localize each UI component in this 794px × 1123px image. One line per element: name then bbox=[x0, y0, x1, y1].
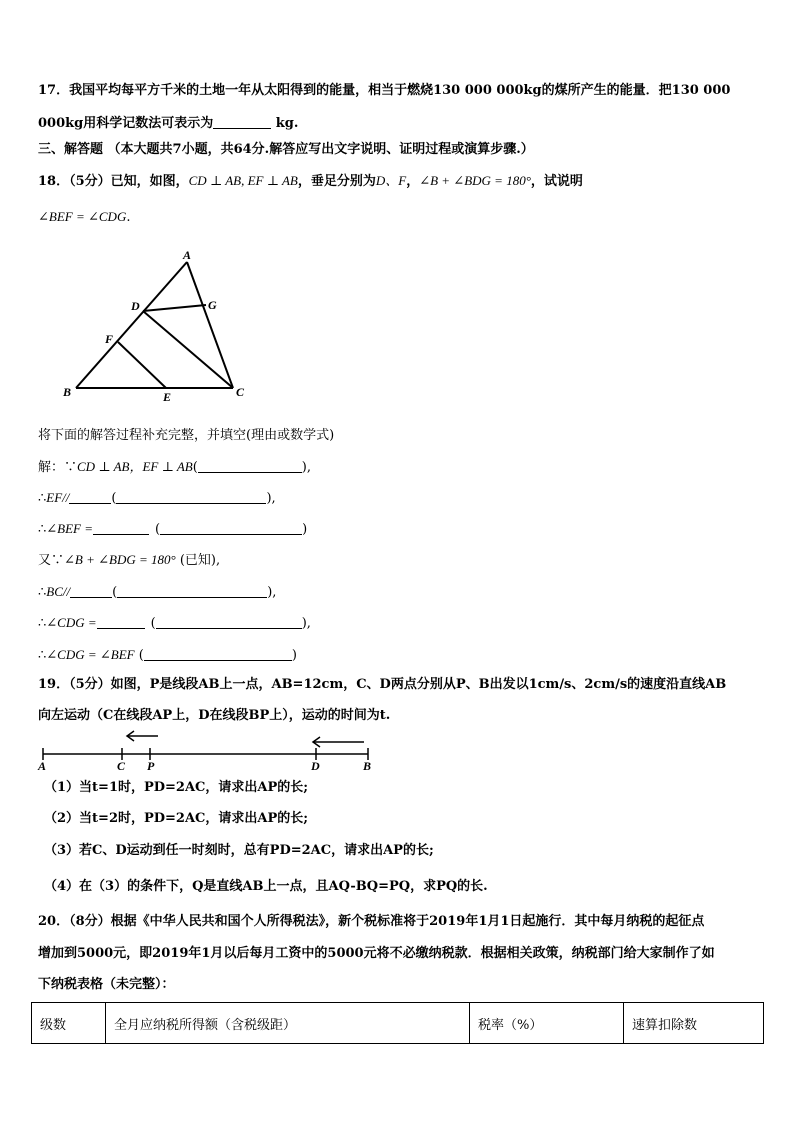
tax-header-rate: 税率（%） bbox=[470, 1003, 624, 1044]
step1-pre: 解：∵ bbox=[38, 460, 78, 475]
q18-step-4 bbox=[38, 551, 220, 570]
fig18-label-E: E bbox=[163, 390, 172, 404]
step3-math: ∠BEF = bbox=[46, 521, 94, 536]
step4-pre: 又∵ bbox=[38, 553, 65, 568]
q18-step-2 bbox=[38, 489, 276, 508]
q17-line2 bbox=[38, 114, 298, 133]
q18-statement bbox=[38, 172, 583, 191]
step7-math: ∠CDG = ∠BEF bbox=[46, 647, 135, 662]
step7-open: ( bbox=[138, 648, 144, 663]
step4-math: ∠B + ∠BDG = 180° bbox=[64, 552, 176, 567]
q18-points: D、F bbox=[375, 173, 407, 188]
q18-sep: ， bbox=[406, 174, 420, 189]
q18-step-3 bbox=[38, 520, 307, 539]
step1-open: ( bbox=[192, 460, 198, 475]
fig18-label-G: G bbox=[208, 298, 217, 312]
step6-reason-blank[interactable] bbox=[156, 614, 302, 629]
step2-reason-blank[interactable] bbox=[116, 489, 266, 504]
step5-reason-blank[interactable] bbox=[117, 583, 267, 598]
step5-open: ( bbox=[112, 585, 118, 600]
section-heading: 三、解答题 （本大题共7小题，共64分.解答应写出文字说明、证明过程或演算步骤.） bbox=[38, 142, 534, 157]
q17-line1: 17．我国平均每平方千米的土地一年从太阳得到的能量，相当于燃烧130 000 000kg的煤所产生的能量．把130 000 bbox=[38, 83, 731, 98]
step3-open: ( bbox=[155, 522, 161, 537]
q19-part-4: （4）在（3）的条件下，Q是直线AB上一点，且AQ-BQ=PQ，求PQ的长. bbox=[44, 879, 488, 894]
q18-step-1 bbox=[38, 458, 311, 477]
q18-mid: ，垂足分别为 bbox=[297, 174, 376, 189]
step2-expr-blank[interactable] bbox=[69, 489, 111, 504]
fig19-label-D: D bbox=[311, 759, 320, 773]
tax-header-deduction: 速算扣除数 bbox=[624, 1003, 764, 1044]
step7-reason-blank[interactable] bbox=[144, 646, 292, 661]
step6-expr-blank[interactable] bbox=[97, 614, 145, 629]
fig19-label-C: C bbox=[117, 759, 126, 773]
fig18-label-D: D bbox=[131, 299, 140, 313]
step6-math: ∠CDG = bbox=[46, 615, 97, 630]
step6-pre: ∴ bbox=[38, 616, 47, 631]
fig18-label-A: A bbox=[183, 248, 192, 262]
q18-instruction: 将下面的解答过程补充完整，并填空(理由或数学式) bbox=[38, 428, 335, 443]
q20-line1: 20．（8分）根据《中华人民共和国个人所得税法》，新个税标准将于2019年1月1日起施行．其中每月纳税的起征点 bbox=[38, 914, 705, 929]
step5-pre: ∴ bbox=[38, 585, 47, 600]
step2-math: EF// bbox=[46, 490, 70, 505]
q18-step-7 bbox=[38, 646, 297, 665]
q18-cond1: CD ⊥ AB, EF ⊥ AB bbox=[188, 173, 298, 188]
q18-head: 18．（5分）已知，如图， bbox=[38, 174, 189, 189]
step3-expr-blank[interactable] bbox=[93, 520, 149, 535]
q18-step-6 bbox=[38, 614, 311, 633]
fig19-label-A: A bbox=[38, 759, 47, 773]
step2-open: ( bbox=[111, 491, 117, 506]
step3-reason-blank[interactable] bbox=[160, 520, 302, 535]
fig18-label-B: B bbox=[63, 385, 72, 399]
step1-reason-blank[interactable] bbox=[198, 458, 302, 473]
q19-line2: 向左运动（C在线段AP上，D在线段BP上），运动的时间为t. bbox=[38, 708, 391, 723]
fig19-label-P: P bbox=[147, 759, 155, 773]
tax-table-header-row bbox=[32, 1003, 764, 1044]
step3-close: ) bbox=[302, 522, 308, 537]
step7-pre: ∴ bbox=[38, 648, 47, 663]
fig18-label-C: C bbox=[236, 385, 245, 399]
q17-unit: kg. bbox=[275, 116, 299, 131]
step2-pre: ∴ bbox=[38, 491, 47, 506]
q17-answer-blank[interactable] bbox=[213, 114, 271, 129]
q20-line3: 下纳税表格（未完整）： bbox=[38, 977, 175, 992]
q17-text: 000kg用科学记数法可表示为 bbox=[38, 116, 214, 131]
step7-close: ) bbox=[291, 648, 297, 663]
q19-line1: 19．（5分）如图，P是线段AB上一点，AB=12cm，C、D两点分别从P、B出发以1cm/s、2cm/s的速度沿直线AB bbox=[38, 677, 727, 692]
step2-close: ), bbox=[266, 491, 276, 506]
q20-line2: 增加到5000元，即2019年1月以后每月工资中的5000元将不必缴纳税款．根据相关政策，纳税部门给大家制作了如 bbox=[38, 946, 715, 961]
step3-pre: ∴ bbox=[38, 522, 47, 537]
q19-part-3: （3）若C、D运动到任一时刻时，总有PD=2AC，请求出AP的长; bbox=[44, 843, 434, 858]
q19-part-1: （1）当t=1时，PD=2AC，请求出AP的长; bbox=[44, 780, 309, 795]
step5-math: BC// bbox=[46, 584, 71, 599]
step6-close: ), bbox=[301, 616, 311, 631]
q18-step-5 bbox=[38, 583, 276, 602]
step5-expr-blank[interactable] bbox=[70, 583, 112, 598]
step6-open: ( bbox=[150, 616, 156, 631]
q18-goal bbox=[38, 208, 130, 227]
step1-close: ), bbox=[301, 460, 311, 475]
q18-cond2: ∠B + ∠BDG = 180° bbox=[419, 173, 531, 188]
step4-reason: (已知), bbox=[179, 553, 221, 568]
q19-part-2: （2）当t=2时，PD=2AC，请求出AP的长; bbox=[44, 811, 309, 826]
tax-header-income-range: 全月应纳税所得额（含税级距） bbox=[106, 1003, 470, 1044]
step5-close: ), bbox=[267, 585, 277, 600]
tax-table bbox=[31, 1002, 764, 1044]
q18-goal-math: ∠BEF = ∠CDG bbox=[38, 209, 127, 224]
fig18-label-F: F bbox=[105, 332, 114, 346]
step1-math: CD ⊥ AB，EF ⊥ AB bbox=[77, 459, 193, 474]
q18-goal-end: . bbox=[126, 210, 131, 225]
tax-header-level: 级数 bbox=[32, 1003, 106, 1044]
fig19-label-B: B bbox=[363, 759, 372, 773]
q18-tail: ，试说明 bbox=[530, 174, 583, 189]
